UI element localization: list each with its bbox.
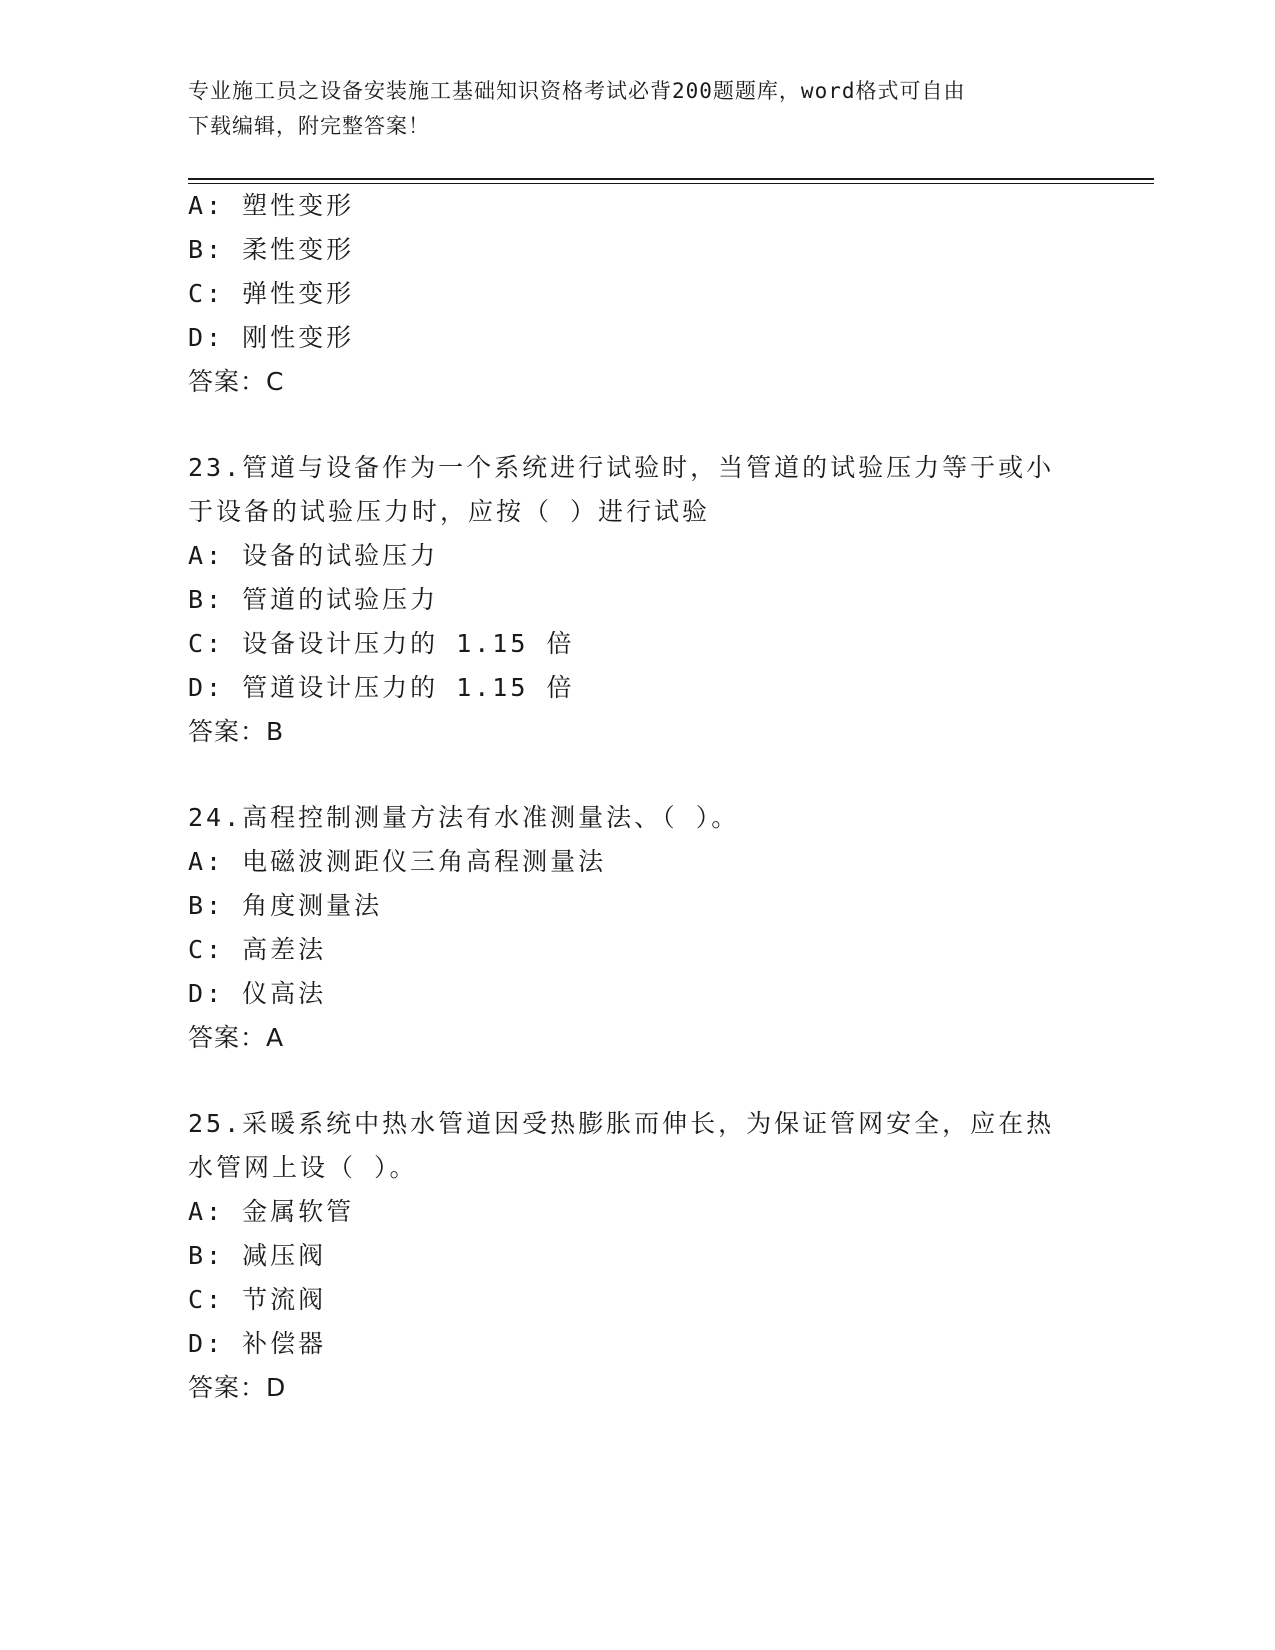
- q25-option-c: C: 节流阀: [188, 1285, 327, 1314]
- q23-option-c: C: 设备设计压力的 1.15 倍: [188, 629, 575, 658]
- document-header: [188, 74, 1088, 144]
- q25-stem-line-2: 水管网上设（ ）。: [188, 1153, 418, 1182]
- q25-stem-line-1: 25.采暖系统中热水管道因受热膨胀而伸长，为保证管网安全，应在热: [188, 1109, 1055, 1138]
- q25-option-b: B: 减压阀: [188, 1241, 327, 1270]
- q24-option-b: B: 角度测量法: [188, 891, 383, 920]
- q23-stem-line-2: 于设备的试验压力时，应按（ ）进行试验: [188, 497, 711, 526]
- q22-option-b: B: 柔性变形: [188, 235, 355, 264]
- q24-answer: 答案：A: [188, 1023, 285, 1052]
- q22-option-c: C: 弹性变形: [188, 279, 355, 308]
- q24-stem-line-1: 24.高程控制测量方法有水准测量法、（ ）。: [188, 803, 740, 832]
- q22-answer: 答案：C: [188, 367, 285, 396]
- q25-option-a: A: 金属软管: [188, 1197, 355, 1226]
- q23-stem-line-1: 23.管道与设备作为一个系统进行试验时，当管道的试验压力等于或小: [188, 453, 1055, 482]
- q23-option-d: D: 管道设计压力的 1.15 倍: [188, 673, 575, 702]
- header-line-1: 专业施工员之设备安装施工基础知识资格考试必背200题题库，word格式可自由: [188, 79, 966, 103]
- q23-option-a: A: 设备的试验压力: [188, 541, 439, 570]
- q24-option-d: D: 仪高法: [188, 979, 327, 1008]
- q22-option-a: A: 塑性变形: [188, 191, 355, 220]
- q25-option-d: D: 补偿器: [188, 1329, 327, 1358]
- header-line-2: 下载编辑，附完整答案！: [188, 114, 430, 138]
- q23-option-b: B: 管道的试验压力: [188, 585, 439, 614]
- q24-option-a: A: 电磁波测距仪三角高程测量法: [188, 847, 607, 876]
- q24-option-c: C: 高差法: [188, 935, 327, 964]
- header-rule-thin: [188, 183, 1154, 184]
- q23-answer: 答案：B: [188, 717, 285, 746]
- header-rule-thick: [188, 178, 1154, 180]
- q22-option-d: D: 刚性变形: [188, 323, 355, 352]
- q25-answer: 答案：D: [188, 1373, 287, 1402]
